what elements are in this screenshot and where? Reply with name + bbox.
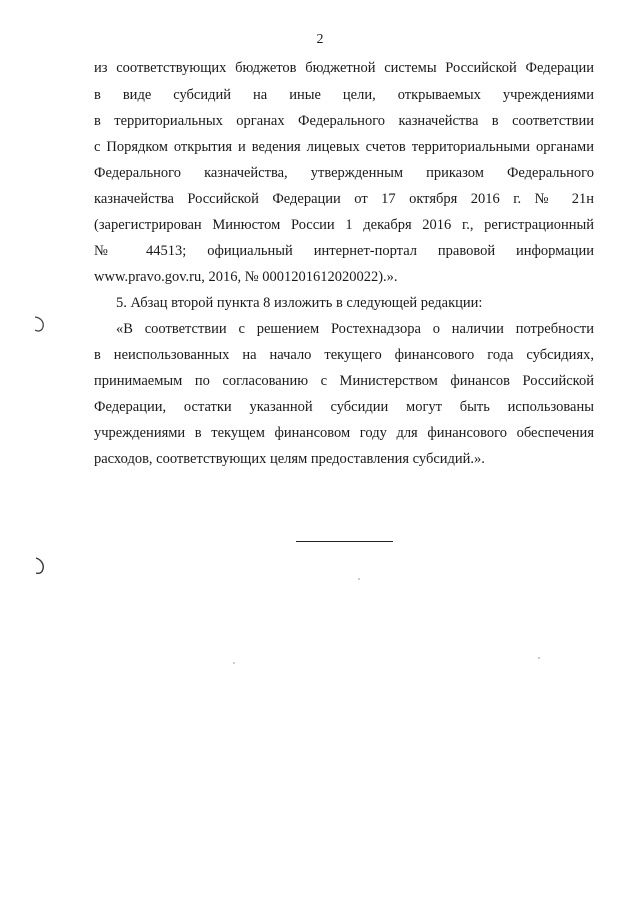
- text-line-4: с Порядком открытия и ведения лицевых счетов территориальными органами: [94, 139, 594, 155]
- text-line-3: в территориальных органах Федерального казначейства в соответствии: [94, 113, 594, 129]
- page-number: 2: [316, 32, 324, 47]
- quote-line-1: «В соответствии с решением Ростехнадзора о наличии потребности: [116, 321, 594, 337]
- text-line-8: № 44513; официальный интернет-портал правовой информации: [94, 243, 594, 259]
- text-line-7: (зарегистрирован Минюстом России 1 декабря 2016 г., регистрационный: [94, 217, 594, 233]
- punch-hole-icon: [32, 314, 46, 334]
- scan-speck: [358, 578, 360, 580]
- quote-line-4: Федерации, остатки указанной субсидии могут быть использованы: [94, 399, 594, 415]
- text-line-9: www.pravo.gov.ru, 2016, № 0001201612020022).».: [94, 269, 398, 285]
- end-separator-line: [296, 541, 393, 542]
- text-line-6: казначейства Российской Федерации от 17 октября 2016 г. № 21н: [94, 191, 594, 207]
- quote-line-3: принимаемым по согласованию с Министерством финансов Российской: [94, 373, 594, 389]
- quote-line-2: в неиспользованных на начало текущего финансового года субсидиях,: [94, 347, 594, 363]
- scan-speck: [538, 657, 540, 659]
- text-line-5: Федерального казначейства, утвержденным приказом Федерального: [94, 165, 594, 181]
- text-line-1: из соответствующих бюджетов бюджетной системы Российской Федерации: [94, 60, 594, 76]
- punch-hole-icon: [33, 556, 47, 576]
- quote-line-6: расходов, соответствующих целям предоставления субсидий.».: [94, 451, 485, 467]
- scan-speck: [233, 662, 235, 664]
- quote-line-5: учреждениями в текущем финансовом году для финансового обеспечения: [94, 425, 594, 441]
- paragraph-5-heading: 5. Абзац второй пункта 8 изложить в следующей редакции:: [116, 295, 483, 311]
- text-line-2: в виде субсидий на иные цели, открываемых учреждениями: [94, 87, 594, 103]
